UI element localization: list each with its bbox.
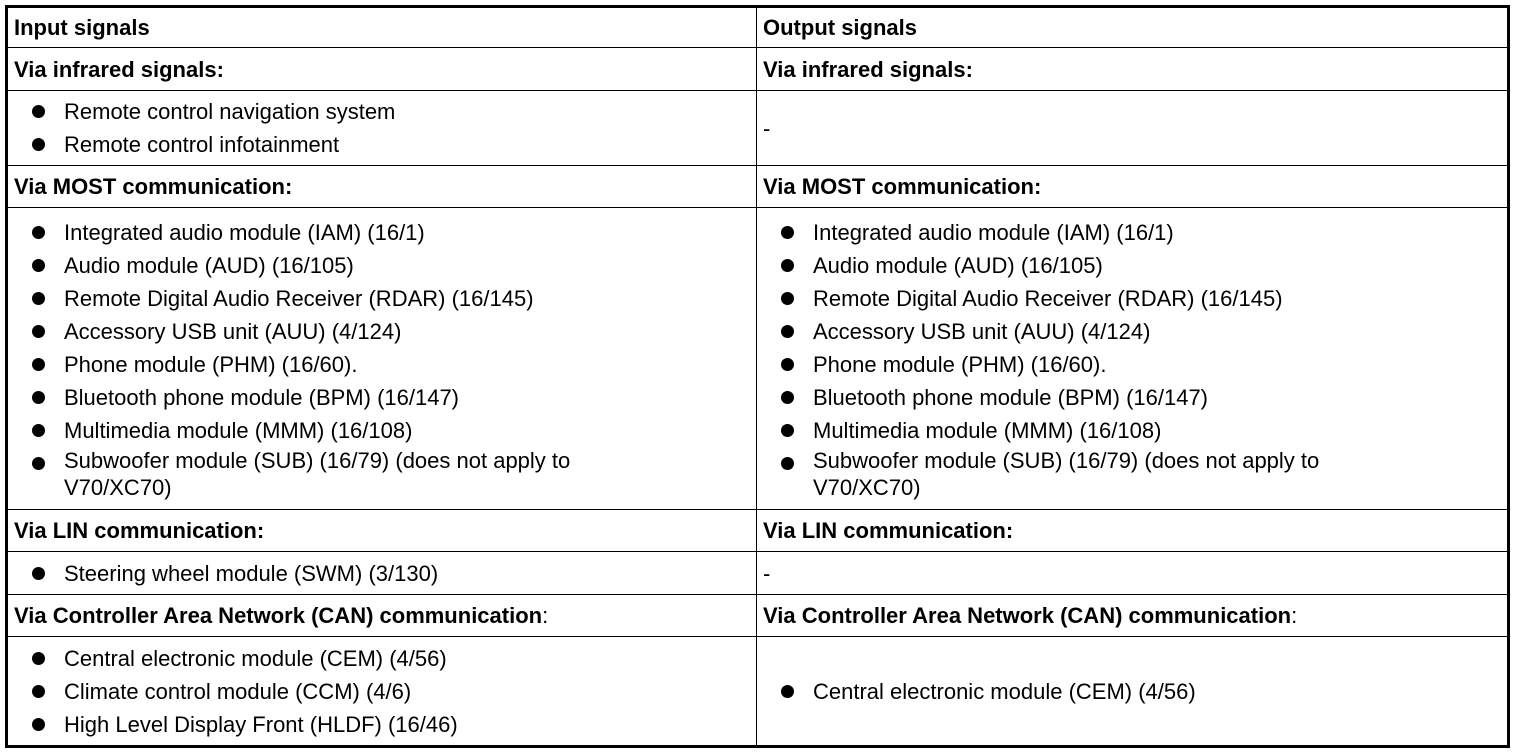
can-output-label-bold: Via Controller Area Network (CAN) communication (763, 603, 1292, 628)
list-item: Subwoofer module (SUB) (16/79) (does not apply to V70/XC70) (779, 447, 1413, 501)
can-input-label (7, 595, 757, 637)
list-item: Audio module (AUD) (16/105) (779, 249, 1501, 282)
list-item: Integrated audio module (IAM) (16/1) (779, 216, 1501, 249)
table-row (7, 208, 1509, 510)
list-item: Remote Digital Audio Receiver (RDAR) (16/145) (30, 282, 750, 315)
list-item: Remote control navigation system (30, 95, 750, 128)
infrared-input-label: Via infrared signals: (7, 48, 757, 91)
list-item: Remote Digital Audio Receiver (RDAR) (16/145) (779, 282, 1501, 315)
table-row (7, 637, 1509, 747)
lin-input-list (14, 557, 750, 590)
list-item: Multimedia module (MMM) (16/108) (779, 414, 1501, 447)
can-input-label-bold: Via Controller Area Network (CAN) communication (14, 603, 543, 628)
list-item: Accessory USB unit (AUU) (4/124) (30, 315, 750, 348)
list-item: Multimedia module (MMM) (16/108) (30, 414, 750, 447)
list-item: Audio module (AUD) (16/105) (30, 249, 750, 282)
list-item: Accessory USB unit (AUU) (4/124) (779, 315, 1501, 348)
most-input-list (14, 216, 750, 501)
most-output-cell (757, 208, 1509, 510)
list-item: Bluetooth phone module (BPM) (16/147) (30, 381, 750, 414)
most-output-list (763, 216, 1501, 501)
list-item: Central electronic module (CEM) (4/56) (779, 675, 1501, 708)
section-header-row (7, 48, 1509, 91)
infrared-input-cell (7, 91, 757, 166)
empty-value: - (763, 560, 771, 586)
list-item: Climate control module (CCM) (4/6) (30, 675, 750, 708)
can-input-list (14, 642, 750, 741)
output-signals-header: Output signals (757, 7, 1509, 48)
infrared-input-list (14, 95, 750, 161)
infrared-output-label: Via infrared signals: (757, 48, 1509, 91)
table-row (7, 91, 1509, 166)
list-item: Integrated audio module (IAM) (16/1) (30, 216, 750, 249)
lin-output-label: Via LIN communication: (757, 510, 1509, 552)
list-item: Steering wheel module (SWM) (3/130) (30, 557, 750, 590)
list-item: Remote control infotainment (30, 128, 750, 161)
most-output-label: Via MOST communication: (757, 166, 1509, 208)
table-row (7, 552, 1509, 595)
can-input-cell (7, 637, 757, 747)
lin-input-label: Via LIN communication: (7, 510, 757, 552)
list-item: Central electronic module (CEM) (4/56) (30, 642, 750, 675)
lin-input-cell (7, 552, 757, 595)
can-output-label-colon: : (1291, 603, 1298, 628)
section-header-row (7, 595, 1509, 637)
can-output-label (757, 595, 1509, 637)
can-output-list (763, 675, 1501, 708)
lin-output-cell (757, 552, 1509, 595)
empty-value: - (763, 115, 771, 141)
infrared-output-cell (757, 91, 1509, 166)
input-signals-header: Input signals (7, 7, 757, 48)
list-item: Phone module (PHM) (16/60). (30, 348, 750, 381)
signals-table (5, 5, 1510, 748)
list-item: Subwoofer module (SUB) (16/79) (does not apply to V70/XC70) (30, 447, 664, 501)
list-item: High Level Display Front (HLDF) (16/46) (30, 708, 750, 741)
section-header-row (7, 510, 1509, 552)
can-input-label-colon: : (542, 603, 549, 628)
most-input-cell (7, 208, 757, 510)
list-item: Phone module (PHM) (16/60). (779, 348, 1501, 381)
most-input-label: Via MOST communication: (7, 166, 757, 208)
can-output-cell (757, 637, 1509, 747)
section-header-row (7, 166, 1509, 208)
table-header-row (7, 7, 1509, 48)
list-item: Bluetooth phone module (BPM) (16/147) (779, 381, 1501, 414)
